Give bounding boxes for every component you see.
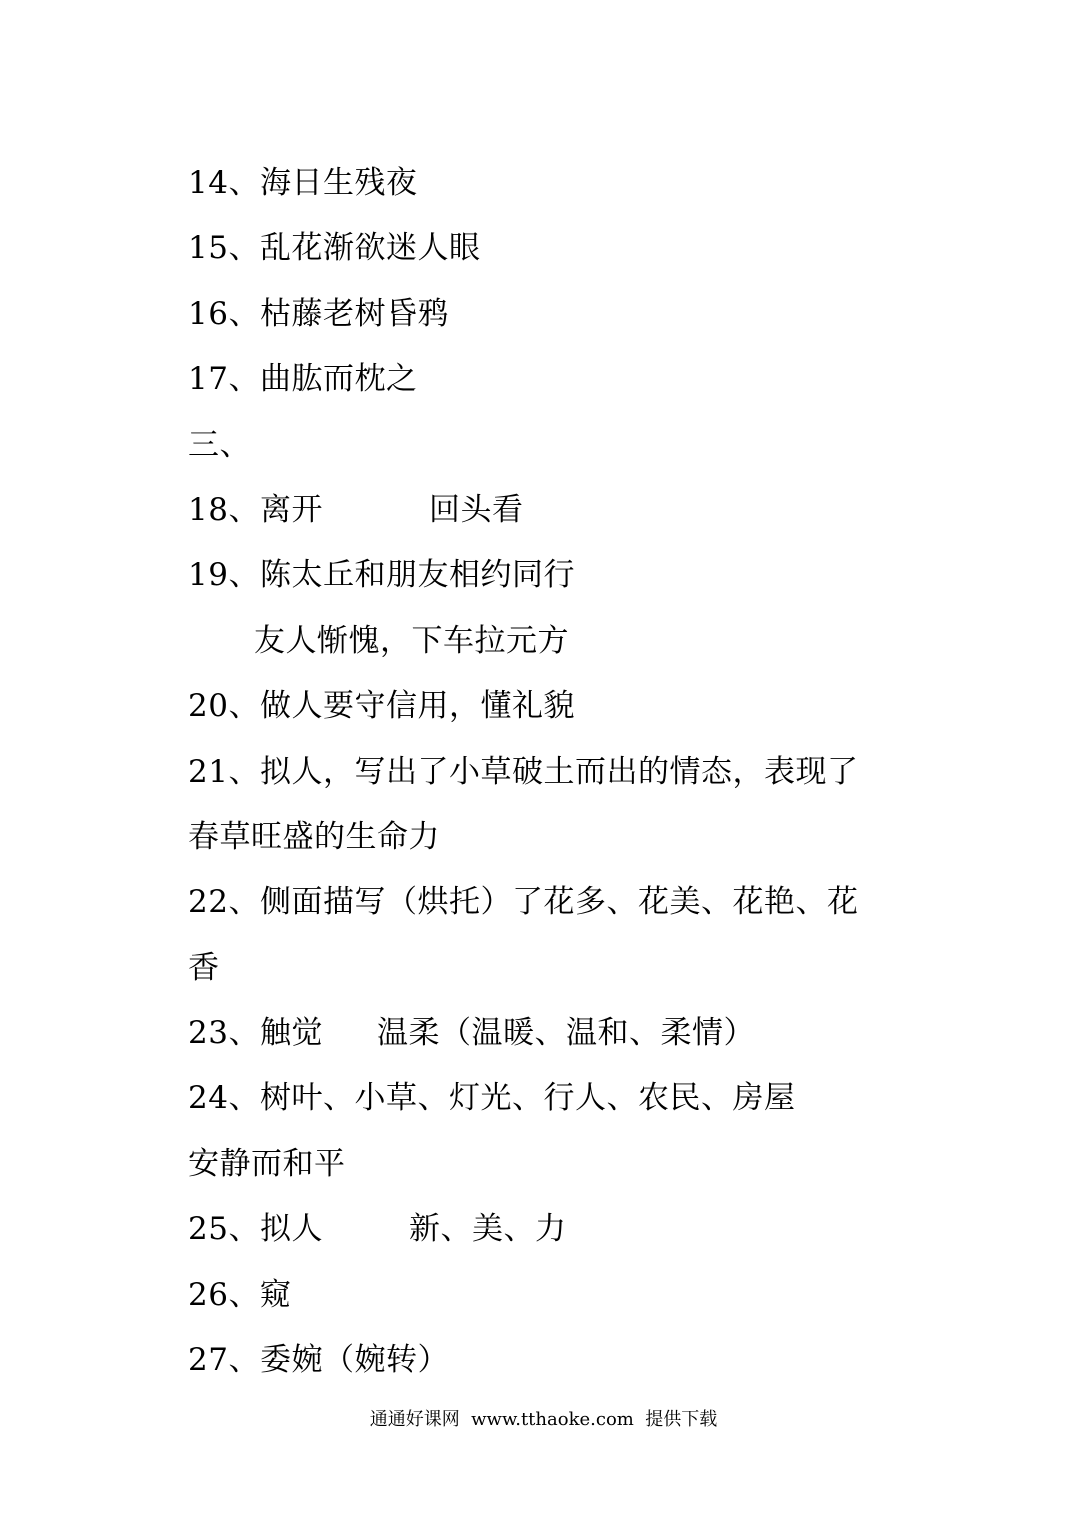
answer-line-24-continued	[188, 1141, 948, 1206]
answer-line-21-continued	[188, 814, 948, 879]
answer-line-19-continued	[188, 618, 948, 683]
answer-line-23	[188, 1010, 948, 1075]
answer-text: 15、乱花渐欲迷人眼	[188, 230, 481, 267]
answer-text: 23、触觉	[188, 1015, 323, 1052]
answer-text: 27、委婉（婉转）	[188, 1342, 449, 1379]
answer-list	[188, 160, 948, 1402]
answer-extra-text: 温柔（温暖、温和、柔情）	[376, 1015, 755, 1052]
answer-text: 17、曲肱而枕之	[188, 361, 418, 398]
answer-text: 16、枯藤老树昏鸦	[188, 295, 449, 332]
answer-extra-text: 回头看	[428, 491, 524, 528]
answer-line-25	[188, 1206, 948, 1271]
answer-extra-text: 新、美、力	[408, 1211, 567, 1248]
answer-text: 香	[188, 949, 220, 986]
answer-line-20	[188, 683, 948, 748]
page-footer	[0, 1408, 1087, 1432]
answer-line-21	[188, 749, 948, 814]
answer-text: 19、陈太丘和朋友相约同行	[188, 557, 575, 594]
section-heading-3	[188, 422, 948, 487]
answer-line-14	[188, 160, 948, 225]
answer-text: 春草旺盛的生命力	[188, 818, 440, 855]
answer-line-22	[188, 879, 948, 944]
answer-line-17	[188, 356, 948, 421]
answer-text: 18、离开	[188, 491, 323, 528]
answer-line-27	[188, 1337, 948, 1402]
answer-text: 14、海日生残夜	[188, 165, 418, 201]
answer-text: 22、侧面描写（烘托）了花多、花美、花艳、花	[188, 884, 859, 921]
answer-text: 安静而和平	[188, 1145, 346, 1182]
section-heading-text: 三、	[188, 426, 251, 463]
footer-text: 通通好课网 www.tthaoke.com 提供下载	[369, 1409, 718, 1430]
answer-line-26	[188, 1272, 948, 1337]
answer-text: 25、拟人	[188, 1211, 323, 1248]
answer-line-15	[188, 225, 948, 290]
answer-line-19	[188, 552, 948, 617]
answer-line-22-continued	[188, 945, 948, 1010]
answer-text: 26、窥	[188, 1276, 292, 1313]
answer-text: 友人惭愧，下车拉元方	[254, 622, 569, 659]
answer-text: 24、树叶、小草、灯光、行人、农民、房屋	[188, 1080, 796, 1117]
answer-text: 21、拟人，写出了小草破土而出的情态，表现了	[188, 753, 859, 790]
answer-line-24	[188, 1075, 948, 1140]
answer-text: 20、做人要守信用，懂礼貌	[188, 688, 575, 725]
answer-line-16	[188, 291, 948, 356]
answer-line-18	[188, 487, 948, 552]
